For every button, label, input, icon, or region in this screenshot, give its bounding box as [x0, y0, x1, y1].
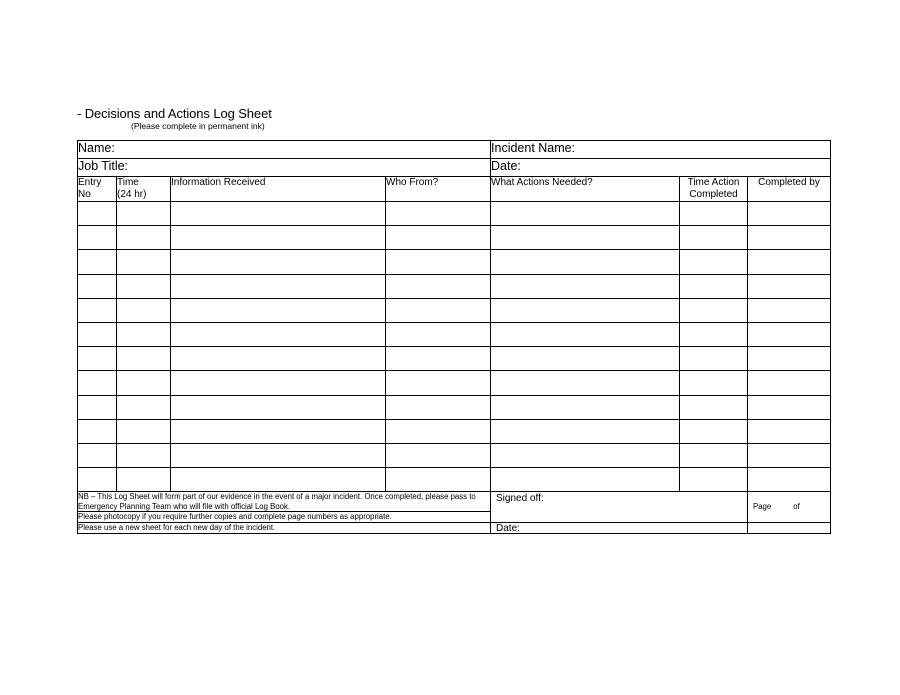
time-action-cell[interactable]	[680, 298, 748, 322]
who-from-cell[interactable]	[386, 298, 491, 322]
time-action-cell[interactable]	[680, 274, 748, 298]
who-from-cell[interactable]	[386, 274, 491, 298]
table-row	[78, 250, 831, 274]
information-cell[interactable]	[171, 443, 386, 467]
name-field[interactable]	[78, 141, 491, 159]
incident-name-label: Incident Name:	[491, 141, 576, 155]
completed-by-cell[interactable]	[748, 274, 831, 298]
photocopy-note: Please photocopy if you require further copies and complete page numbers as appropriate.	[78, 512, 491, 523]
completed-by-cell[interactable]	[748, 226, 831, 250]
completed-by-cell[interactable]	[748, 443, 831, 467]
information-cell[interactable]	[171, 419, 386, 443]
col-time	[117, 177, 171, 202]
information-cell[interactable]	[171, 322, 386, 346]
time-action-cell[interactable]	[680, 322, 748, 346]
table-row	[78, 347, 831, 371]
completed-by-cell[interactable]	[748, 322, 831, 346]
time-action-cell[interactable]	[680, 250, 748, 274]
of-label: of	[793, 502, 800, 512]
information-cell[interactable]	[171, 274, 386, 298]
time-cell[interactable]	[117, 250, 171, 274]
signed-off-field[interactable]	[491, 492, 748, 523]
entry-no-cell[interactable]	[78, 274, 117, 298]
information-cell[interactable]	[171, 371, 386, 395]
entry-no-cell[interactable]	[78, 468, 117, 492]
time-cell[interactable]	[117, 468, 171, 492]
who-from-cell[interactable]	[386, 419, 491, 443]
entry-no-cell[interactable]	[78, 298, 117, 322]
completed-by-cell[interactable]	[748, 395, 831, 419]
name-row	[78, 141, 831, 159]
job-title-field[interactable]	[78, 159, 491, 177]
log-sheet-table	[77, 140, 831, 534]
who-from-cell[interactable]	[386, 395, 491, 419]
col-information-received: Information Received	[171, 177, 386, 202]
table-row	[78, 443, 831, 467]
completed-by-cell[interactable]	[748, 202, 831, 226]
log-entries	[78, 202, 831, 492]
time-cell[interactable]	[117, 202, 171, 226]
information-cell[interactable]	[171, 298, 386, 322]
time-cell[interactable]	[117, 419, 171, 443]
who-from-cell[interactable]	[386, 226, 491, 250]
table-row	[78, 298, 831, 322]
time-action-cell[interactable]	[680, 226, 748, 250]
actions-cell[interactable]	[491, 202, 680, 226]
actions-cell[interactable]	[491, 395, 680, 419]
actions-cell[interactable]	[491, 347, 680, 371]
entry-no-cell[interactable]	[78, 202, 117, 226]
completed-by-cell[interactable]	[748, 419, 831, 443]
completed-by-cell[interactable]	[748, 298, 831, 322]
actions-cell[interactable]	[491, 298, 680, 322]
time-cell[interactable]	[117, 274, 171, 298]
table-row	[78, 274, 831, 298]
actions-cell[interactable]	[491, 322, 680, 346]
signed-off-label: Signed off:	[496, 493, 544, 505]
time-cell[interactable]	[117, 322, 171, 346]
time-action-cell[interactable]	[680, 347, 748, 371]
information-cell[interactable]	[171, 347, 386, 371]
completed-by-cell[interactable]	[748, 371, 831, 395]
table-row	[78, 202, 831, 226]
who-from-cell[interactable]	[386, 250, 491, 274]
actions-cell[interactable]	[491, 443, 680, 467]
actions-cell[interactable]	[491, 419, 680, 443]
col-time-line1: Time	[117, 177, 139, 188]
completed-by-cell[interactable]	[748, 347, 831, 371]
table-row	[78, 419, 831, 443]
nb-note: NB – This Log Sheet will form part of our evidence in the event of a major incident. Once completed, please pass to Emergency Planning Team who will file with official Log Book.	[78, 492, 491, 512]
table-row	[78, 468, 831, 492]
time-cell[interactable]	[117, 347, 171, 371]
entry-no-cell[interactable]	[78, 347, 117, 371]
column-header-row	[78, 177, 831, 202]
entry-no-cell[interactable]	[78, 371, 117, 395]
footer-row-3	[78, 522, 831, 534]
table-row	[78, 226, 831, 250]
table-row	[78, 322, 831, 346]
time-cell[interactable]	[117, 226, 171, 250]
information-cell[interactable]	[171, 468, 386, 492]
who-from-cell[interactable]	[386, 202, 491, 226]
time-action-cell[interactable]	[680, 468, 748, 492]
entry-no-cell[interactable]	[78, 250, 117, 274]
time-cell[interactable]	[117, 395, 171, 419]
col-who-from: Who From?	[386, 177, 491, 202]
col-entry-line2: No	[78, 189, 91, 200]
actions-cell[interactable]	[491, 250, 680, 274]
table-row	[78, 395, 831, 419]
col-actions-needed: What Actions Needed?	[491, 177, 680, 202]
table-row	[78, 371, 831, 395]
time-cell[interactable]	[117, 443, 171, 467]
time-action-cell[interactable]	[680, 419, 748, 443]
col-completed-by: Completed by	[748, 177, 831, 202]
time-action-cell[interactable]	[680, 395, 748, 419]
entry-no-cell[interactable]	[78, 322, 117, 346]
time-action-cell[interactable]	[680, 371, 748, 395]
entry-no-cell[interactable]	[78, 226, 117, 250]
who-from-cell[interactable]	[386, 347, 491, 371]
name-label: Name:	[78, 141, 115, 155]
time-action-cell[interactable]	[680, 202, 748, 226]
entry-no-cell[interactable]	[78, 419, 117, 443]
information-cell[interactable]	[171, 226, 386, 250]
actions-cell[interactable]	[491, 226, 680, 250]
signed-off-date-field[interactable]	[491, 522, 748, 534]
information-cell[interactable]	[171, 250, 386, 274]
date-label: Date:	[491, 159, 521, 173]
time-action-cell[interactable]	[680, 443, 748, 467]
page-title: - Decisions and Actions Log Sheet	[77, 106, 272, 121]
time-cell[interactable]	[117, 371, 171, 395]
time-cell[interactable]	[117, 298, 171, 322]
page-subtitle: (Please complete in permanent ink)	[131, 121, 265, 131]
information-cell[interactable]	[171, 202, 386, 226]
col-time-line2: (24 hr)	[117, 189, 147, 200]
information-cell[interactable]	[171, 395, 386, 419]
actions-cell[interactable]	[491, 274, 680, 298]
completed-by-cell[interactable]	[748, 468, 831, 492]
who-from-cell[interactable]	[386, 322, 491, 346]
job-title-row	[78, 159, 831, 177]
col-time-action-line2: Completed	[689, 189, 738, 200]
page-number-field[interactable]	[748, 492, 831, 523]
who-from-cell[interactable]	[386, 443, 491, 467]
page-label: Page	[753, 502, 772, 512]
col-entry-line1: Entry	[78, 177, 102, 188]
new-sheet-note: Please use a new sheet for each new day of the incident.	[78, 522, 491, 534]
actions-cell[interactable]	[491, 468, 680, 492]
completed-by-cell[interactable]	[748, 250, 831, 274]
col-time-action-line1: Time Action	[687, 177, 740, 188]
signed-off-date-label: Date:	[496, 522, 520, 534]
footer-blank-cell[interactable]	[748, 522, 831, 534]
actions-cell[interactable]	[491, 371, 680, 395]
job-title-label: Job Title:	[78, 159, 129, 173]
entry-no-cell[interactable]	[78, 395, 117, 419]
entry-no-cell[interactable]	[78, 443, 117, 467]
col-entry-no	[78, 177, 117, 202]
who-from-cell[interactable]	[386, 468, 491, 492]
date-field[interactable]	[491, 159, 831, 177]
footer-row-1	[78, 492, 831, 512]
col-time-action-completed	[680, 177, 748, 202]
who-from-cell[interactable]	[386, 371, 491, 395]
incident-name-field[interactable]	[491, 141, 831, 159]
